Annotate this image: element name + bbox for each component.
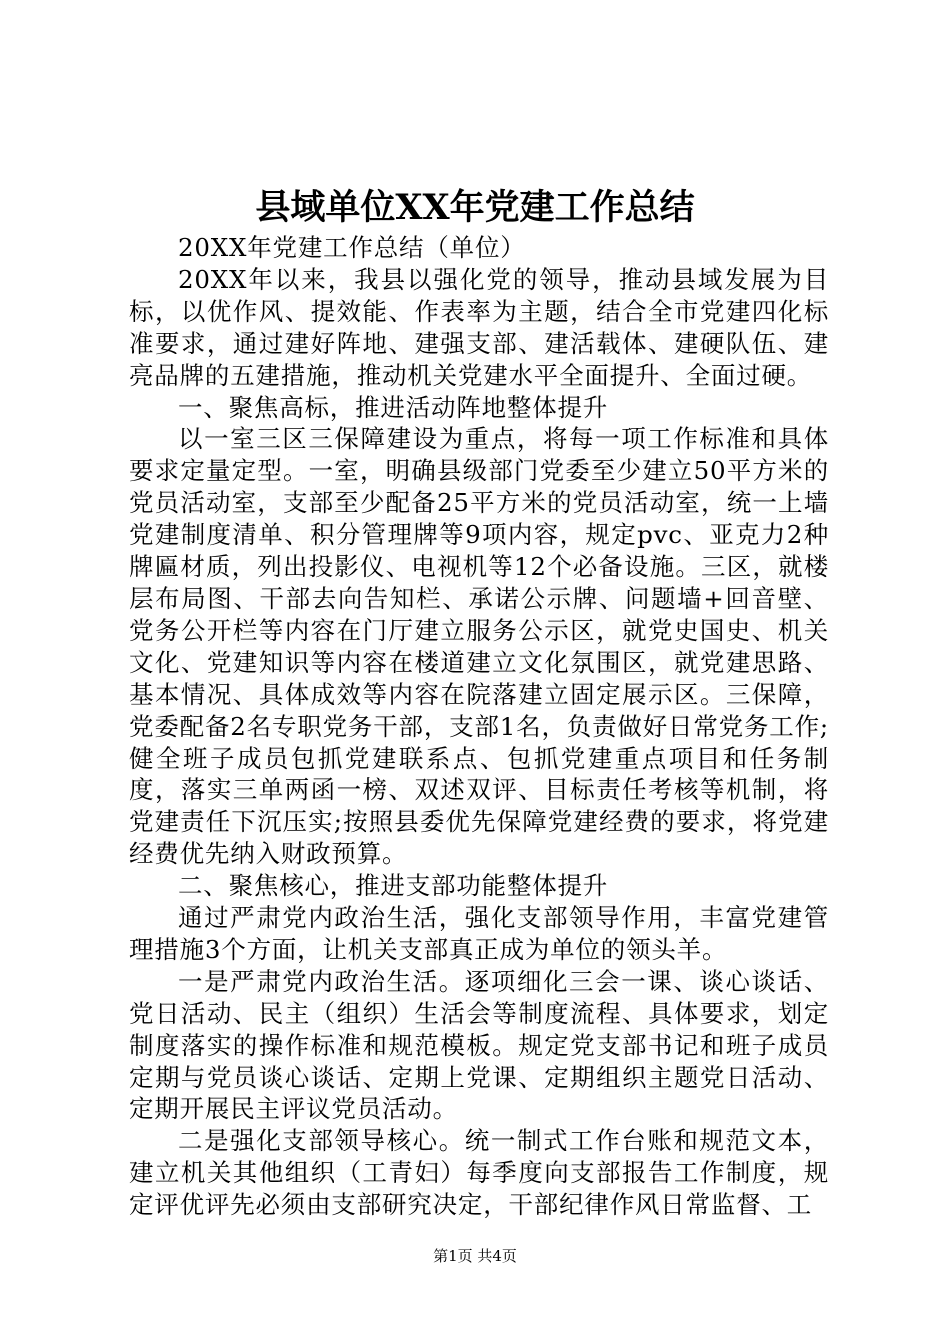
page-number-footer: 第1页 共4页	[433, 1247, 517, 1265]
section-2-intro-paragraph: 通过严肃党内政治生活，强化支部领导作用，丰富党建管理措施3个方面，让机关支部真正成为单位的领头羊。	[129, 903, 829, 964]
document-body	[129, 232, 829, 1221]
section-2-item-1-paragraph: 一是严肃党内政治生活。逐项细化三会一课、谈心谈话、党日活动、民主（组织）生活会等制度流程、具体要求，划定制度落实的操作标准和规范模板。规定党支部书记和班子成员定期与党员谈心谈话、定期上党课、定期组织主题党日活动、定期开展民主评议党员活动。	[129, 966, 829, 1124]
section-heading-1: 一、聚焦高标，推进活动阵地整体提升	[178, 392, 609, 422]
subtitle-paragraph: 20XX年党建工作总结（单位）	[178, 233, 526, 262]
section-2-item-2-paragraph: 二是强化支部领导核心。统一制式工作台账和规范文本，建立机关其他组织（工青妇）每季度向支部报告工作制度，规定评优评先必须由支部研究决定，干部纪律作风日常监督、工	[129, 1126, 829, 1220]
intro-paragraph: 20XX年以来，我县以强化党的领导，推动县域发展为目标，以优作风、提效能、作表率为主题，结合全市党建四化标准要求，通过建好阵地、建强支部、建活载体、建硬队伍、建亮品牌的五建措施，推动机关党建水平全面提升、全面过硬。	[129, 264, 829, 390]
section-1-paragraph: 以一室三区三保障建设为重点，将每一项工作标准和具体要求定量定型。一室，明确县级部门党委至少建立50平方米的党员活动室，支部至少配备25平方米的党员活动室，统一上墙党建制度清单、积分管理牌等9项内容，规定pvc、亚克力2种牌匾材质，列出投影仪、电视机等12个必备设施。三区，就楼层布局图、干部去向告知栏、承诺公示牌、问题墙+回音壁、党务公开栏等内容在门厅建立服务公示区，就党史国史、机关文化、党建知识等内容在楼道建立文化氛围区，就党建思路、基本情况、具体成效等内容在院落建立固定展示区。三保障，党委配备2名专职党务干部，支部1名，负责做好日常党务工作;健全班子成员包抓党建联系点、包抓党建重点项目和任务制度，落实三单两函一榜、双述双评、目标责任考核等机制，将党建责任下沉压实;按照县委优先保障党建经费的要求，将党建经费优先纳入财政预算。	[129, 424, 829, 869]
document-title: 县域单位XX年党建工作总结	[255, 187, 695, 228]
section-heading-2: 二、聚焦核心，推进支部功能整体提升	[178, 871, 609, 901]
